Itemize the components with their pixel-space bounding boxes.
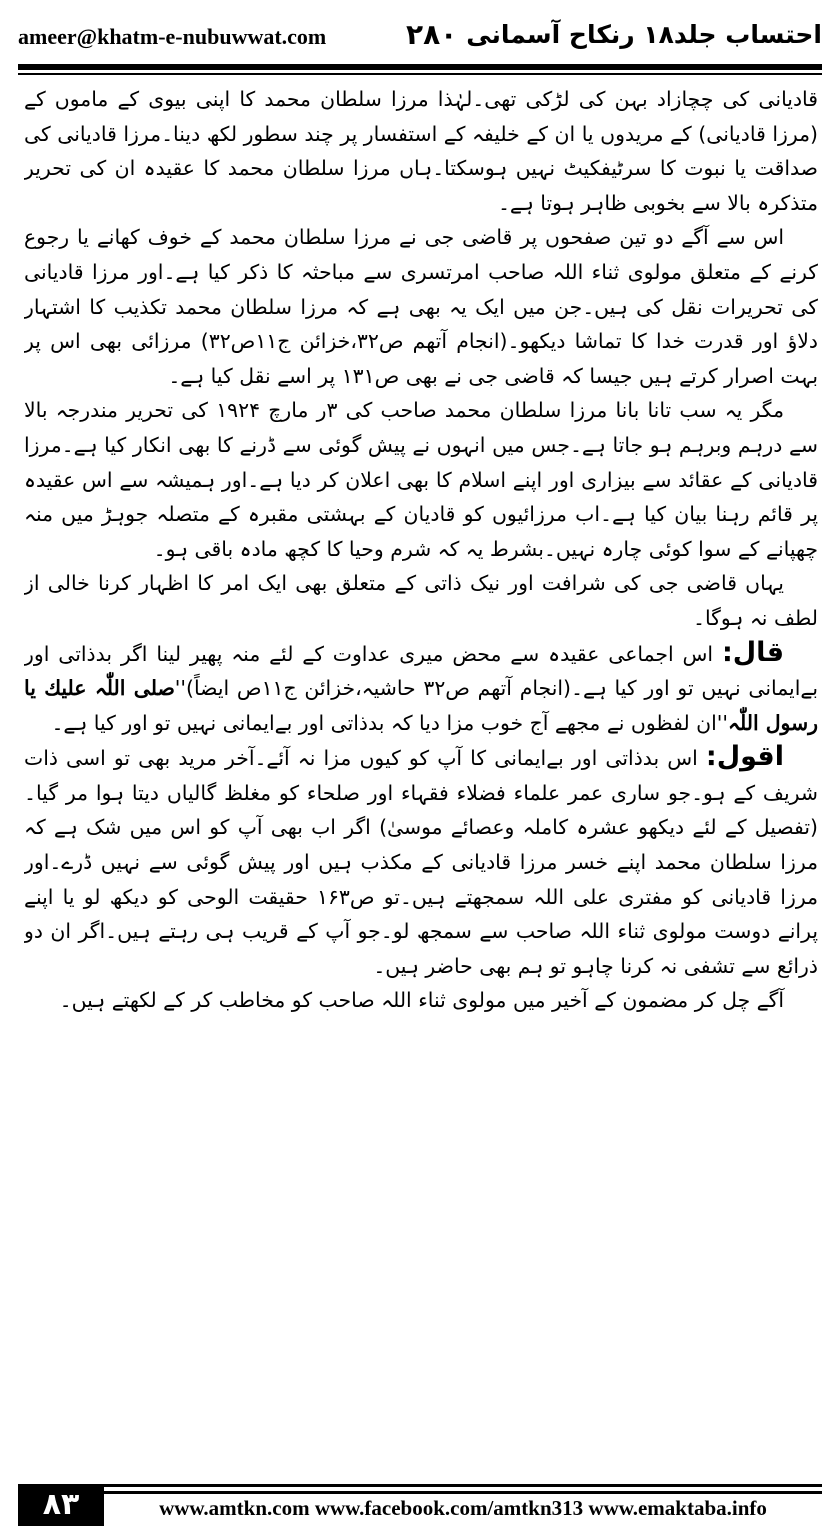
paragraph-2: اس سے آگے دو تین صفحوں پر قاضی جی نے مرزا سلطان محمد کے خوف کھانے یا رجوع کرنے کے متعلق مولوی ثناء اللہ صاحب امرتسری سے مباحثہ کا ذکر کیا ہے۔اور مرزا قادیانی کی تحریرات نقل کی ہیں۔جن میں ایک یہ بھی ہے کہ مرزا سلطان محمد تکذیب کا اشتہار دلاؤ اور قدرت خدا کا تماشا دیکھو۔(انجام آتھم ص۳۲،خزائن ج۱۱ص۳۲) مرزائی بھی اس پر بہت اصرار کرتے ہیں جیسا کہ قاضی جی نے بھی ص۱۳۱ پر اسے نقل کیا ہے۔ [24, 225, 818, 388]
closing-paragraph: آگے چل کر مضمون کے آخیر میں مولوی ثناء اللہ صاحب کو مخاطب کر کے لکھتے ہیں۔ [59, 988, 784, 1013]
paragraph-3: مگر یہ سب تانا بانا مرزا سلطان محمد صاحب کی ۳ر مارچ ۱۹۲۴ کی تحریر مندرجہ بالا سے درہم وبرہم ہو جاتا ہے۔جس میں انہوں نے پیش گوئی سے ڈرنے کا بھی انکار کیا ہے۔مرزا قادیانی کے عقائد سے بیزاری اور اپنے اسلام کا بھی اعلان کر دیا ہے۔اور ہمیشہ سے اس عقیدہ پر قائم رہنا بیان کیا ہے۔اب مرزائیوں کو قادیان کے بہشتی مقبرہ کے متصلہ جوہڑ میں منہ چھپانے کے سوا کوئی چارہ نہیں۔بشرط یہ کہ شرم وحیا کا کچھ مادہ باقی ہو۔ [24, 398, 818, 561]
qaal-label: قال: [721, 636, 784, 668]
header-email: ameer@khatm-e-nubuwwat.com [18, 24, 327, 49]
qaal-text: اس اجماعی عقیدہ سے محض میری عداوت کے لئے منہ پھیر لینا اگر بدذاتی اور بےایمانی نہیں تو اور کیا ہے۔(انجام آتھم ص۳۲ حاشیہ،خزائن ج۱۱ص ایضاً)'' [24, 641, 818, 701]
page-body [24, 82, 818, 1472]
page-header [18, 18, 822, 62]
footer-page-number: ۸۳ [18, 1484, 104, 1526]
paragraph-4: یہاں قاضی جی کی شرافت اور نیک ذاتی کے متعلق بھی ایک امر کا اظہار کرنا خالی از لطف نہ ہوگا۔ [24, 571, 818, 630]
paragraph-1: قادیانی کی چچازاد بہن کی لڑکی تھی۔لہٰذا مرزا سلطان محمد کا اپنی بیوی کے ماموں کے (مرزا قادیانی) کے مریدوں یا ان کے خلیفہ کے استفسار پر چند سطور لکھ دینا۔مرزا قادیانی کی صداقت یا نبوت کا سرٹیفکیٹ نہیں ہوسکتا۔ہاں مرزا سلطان محمد کا عقیدہ ان کی تحریر متذکرہ بالا سے بخوبی ظاہر ہوتا ہے۔ [24, 87, 818, 215]
aqool-paragraph [24, 740, 818, 983]
aqool-text: اس بدذاتی اور بےایمانی کا آپ کو کیوں مزا نہ آئے۔آخر مرید بھی تو اسی ذات شریف کے ہو۔جو ساری عمر علماء فضلاء فقہاء اور صلحاء کو مغلظ گالیاں دیتا ہوا مر گیا۔(تفصیل کے لئے دیکھو عشرہ کاملہ وعصائے موسیٰ) اگر اب بھی آپ کو اس میں شک ہے کہ مرزا سلطان محمد اپنے خسر مرزا قادیانی کے مکذب ہیں اور پیش گوئی سے نہیں ڈرے۔اور مرزا قادیانی کو مفتری علی اللہ سمجھتے ہیں۔تو ص۱۶۳ حقیقت الوحی کو دیکھ لو یا اپنے پرانے دوست مولوی ثناء اللہ صاحب سے سمجھ لو۔جو آپ کے قریب ہی رہتے ہیں۔اگر ان دو ذرائع سے تشفی نہ کرنا چاہو تو ہم بھی حاضر ہیں۔ [24, 746, 818, 978]
qaal-arabic-salutation: صلی اللّٰہ علیك یا رسول اللّٰہ [24, 676, 818, 735]
footer-website-urls: www.amtkn.com www.facebook.com/amtkn313 www.emaktaba.info [159, 1496, 767, 1520]
qaal-paragraph [24, 636, 818, 741]
aqool-label: اقول: [705, 741, 784, 773]
footer-rule-top [104, 1484, 822, 1487]
header-page-number: ۲۸۰ [406, 18, 458, 51]
header-book-title: احتساب جلد۱۸ رنکاح آسمانی [466, 20, 822, 49]
footer-rule-bottom [104, 1491, 822, 1494]
header-rule-thin [18, 73, 822, 75]
header-rule-thick [18, 64, 822, 70]
qaal-text-end: ''ان لفظوں نے مجھے آج خوب مزا دیا کہ بدذاتی اور بےایمانی نہیں تو اور کیا ہے۔ [51, 710, 729, 735]
